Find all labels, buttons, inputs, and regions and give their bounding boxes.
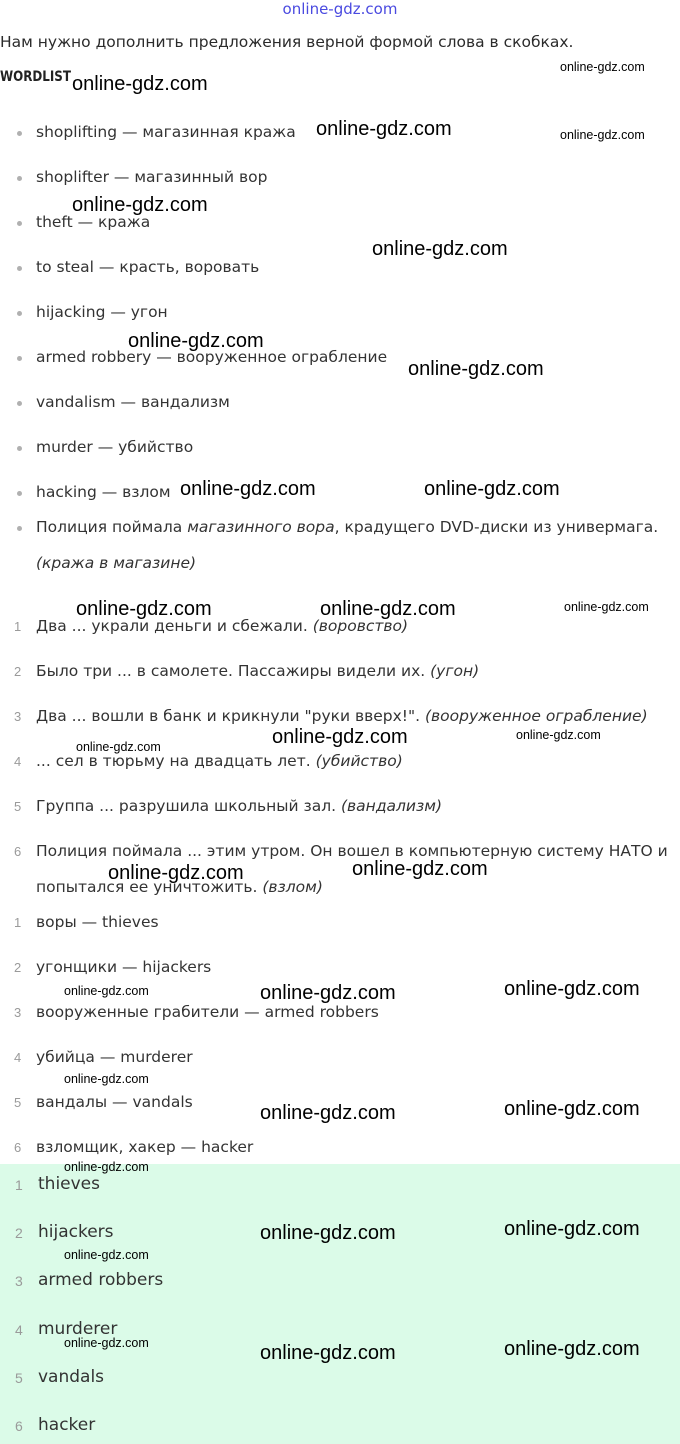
task-instruction: Нам нужно дополнить предложения верной формой слова в скобках. (0, 33, 574, 51)
watermark: online-gdz.com (352, 858, 488, 880)
watermark: online-gdz.com (64, 1248, 149, 1262)
wordlist-text: hijacking — угон (36, 303, 168, 321)
watermark: online-gdz.com (64, 984, 149, 998)
watermark: online-gdz.com (564, 600, 649, 614)
sentence-body: Полиция поймала ... этим утром. Он вошел в компьютерную систему НАТО и (36, 842, 668, 860)
item-number: 6 (15, 1418, 23, 1434)
item-number: 3 (14, 1005, 22, 1020)
watermark: online-gdz.com (260, 1102, 396, 1124)
translation-text: убийца — murderer (36, 1048, 193, 1066)
watermark: online-gdz.com (76, 740, 161, 754)
watermark: online-gdz.com (72, 73, 208, 95)
item-number: 1 (14, 619, 22, 634)
translation-text: воры — thieves (36, 913, 159, 931)
item-number: 2 (15, 1225, 23, 1241)
wordlist-text: to steal — красть, воровать (36, 258, 260, 276)
translation-text: взломщик, хакер — hacker (36, 1138, 254, 1156)
bullet-icon (17, 221, 22, 226)
wordlist-text: shoplifter — магазинный вор (36, 168, 268, 186)
watermark: online-gdz.com (516, 728, 601, 742)
wordlist-text: theft — кража (36, 213, 151, 231)
wordlist-text: vandalism — вандализм (36, 393, 230, 411)
item-number: 5 (15, 1370, 23, 1386)
watermark: online-gdz.com (64, 1336, 149, 1350)
sentence-text (36, 797, 442, 815)
item-number: 4 (15, 1322, 23, 1338)
wordlist-title: WORDLIST (0, 69, 71, 85)
watermark: online-gdz.com (260, 982, 396, 1004)
header-watermark: online-gdz.com (282, 0, 398, 18)
bullet-icon (17, 266, 22, 271)
item-number: 4 (14, 1050, 22, 1065)
sentence-text (36, 662, 479, 680)
answer-text: armed robbers (38, 1270, 164, 1290)
watermark: online-gdz.com (316, 118, 452, 140)
sentence-body: Два ... украли деньги и сбежали. (36, 617, 313, 635)
item-number: 5 (14, 1095, 22, 1110)
watermark: online-gdz.com (180, 478, 316, 500)
wordlist-text: hacking — взлом (36, 483, 171, 501)
sentence-hint: (угон) (430, 662, 480, 680)
sentence-body: Группа ... разрушила школьный зал. (36, 797, 341, 815)
watermark: online-gdz.com (108, 862, 244, 884)
bullet-icon (17, 176, 22, 181)
sentence-body: ... сел в тюрьму на двадцать лет. (36, 752, 316, 770)
answer-text: thieves (38, 1174, 100, 1194)
translation-text: угонщики — hijackers (36, 958, 212, 976)
watermark: online-gdz.com (72, 194, 208, 216)
watermark: online-gdz.com (424, 478, 560, 500)
sentence-body: Было три ... в самолете. Пассажиры видели их. (36, 662, 431, 680)
item-number: 2 (14, 960, 22, 975)
answer-text: hacker (38, 1415, 96, 1435)
item-number: 1 (15, 1177, 23, 1193)
watermark: online-gdz.com (504, 978, 640, 1000)
sentence-hint: (вооруженное ограбление) (425, 707, 648, 725)
watermark: online-gdz.com (504, 1218, 640, 1240)
watermark: online-gdz.com (560, 128, 645, 142)
watermark: online-gdz.com (76, 598, 212, 620)
bullet-icon (17, 526, 22, 531)
item-number: 3 (14, 709, 22, 724)
example-after: , крадущего DVD-диски из универмага. (334, 518, 659, 536)
item-number: 2 (14, 664, 22, 679)
item-number: 6 (14, 1140, 22, 1155)
translation-text: вандалы — vandals (36, 1093, 193, 1111)
watermark: online-gdz.com (260, 1342, 396, 1364)
sentence-hint: (убийство) (315, 752, 403, 770)
sentence-hint: (воровство) (312, 617, 409, 635)
watermark: online-gdz.com (64, 1072, 149, 1086)
answer-text: hijackers (38, 1222, 114, 1242)
answer-text: murderer (38, 1319, 118, 1339)
example-before: Полиция поймала (36, 518, 188, 536)
example-hint: (кража в магазине) (36, 554, 197, 572)
sentence-body: Два ... вошли в банк и крикнули "руки вверх!". (36, 707, 425, 725)
answers-block (0, 1164, 680, 1444)
example-text (36, 518, 658, 536)
item-number: 5 (14, 799, 22, 814)
bullet-icon (17, 491, 22, 496)
bullet-icon (17, 401, 22, 406)
watermark: online-gdz.com (64, 1160, 149, 1174)
watermark: online-gdz.com (408, 358, 544, 380)
watermark: online-gdz.com (372, 238, 508, 260)
watermark: online-gdz.com (560, 60, 645, 74)
item-number: 3 (15, 1273, 23, 1289)
watermark: online-gdz.com (260, 1222, 396, 1244)
watermark: online-gdz.com (504, 1098, 640, 1120)
sentence-hint: (взлом) (262, 878, 323, 896)
watermark: online-gdz.com (128, 330, 264, 352)
wordlist-text: armed robbery — вооруженное ограбление (36, 348, 388, 366)
bullet-icon (17, 446, 22, 451)
wordlist-text: shoplifting — магазинная кража (36, 123, 296, 141)
sentence-text (36, 752, 403, 770)
watermark: online-gdz.com (504, 1338, 640, 1360)
bullet-icon (17, 311, 22, 316)
example-emphasis: магазинного вора (187, 518, 335, 536)
watermark: online-gdz.com (272, 726, 408, 748)
item-number: 6 (14, 844, 22, 859)
sentence-body-continued: попытался ее уничтожить. (36, 878, 263, 896)
watermark: online-gdz.com (320, 598, 456, 620)
sentence-text (36, 707, 648, 725)
answer-text: vandals (38, 1367, 105, 1387)
item-number: 4 (14, 754, 22, 769)
bullet-icon (17, 131, 22, 136)
wordlist-text: murder — убийство (36, 438, 194, 456)
sentence-hint: (вандализм) (341, 797, 442, 815)
item-number: 1 (14, 915, 22, 930)
bullet-icon (17, 356, 22, 361)
translation-text: вооруженные грабители — armed robbers (36, 1003, 379, 1021)
